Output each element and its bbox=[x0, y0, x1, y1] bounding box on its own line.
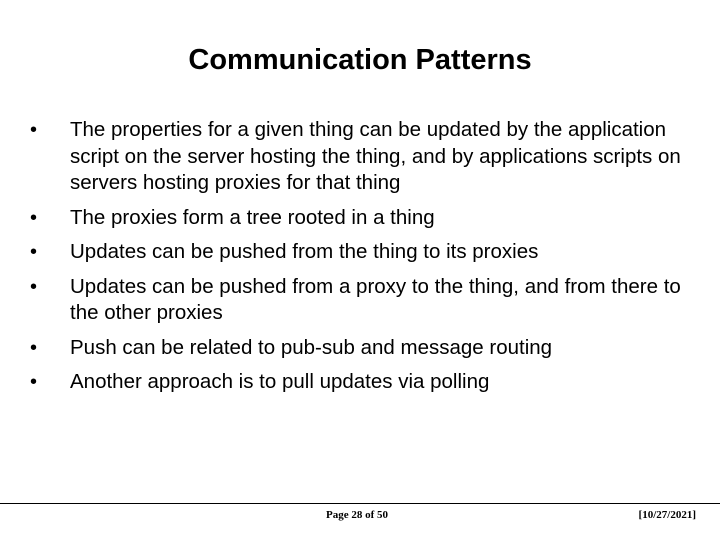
footer-divider bbox=[0, 503, 720, 504]
bullet-item bbox=[30, 205, 690, 232]
bullet-icon: • bbox=[30, 275, 38, 298]
footer-date: [10/27/2021] bbox=[638, 509, 696, 521]
bullet-icon: • bbox=[30, 371, 38, 393]
bullet-text: Updates can be pushed from a proxy to the thing, and from there to the other proxies bbox=[70, 274, 681, 324]
bullet-item bbox=[30, 117, 690, 197]
bullet-text: Another approach is to pull updates via polling bbox=[70, 370, 490, 393]
bullet-item bbox=[30, 369, 690, 396]
bullet-icon: • bbox=[30, 206, 38, 229]
bullet-text: The properties for a given thing can be updated by the application script on the server hosting the thing, and by applications scripts on servers hosting proxies for that thing bbox=[70, 118, 681, 194]
bullet-item bbox=[30, 335, 690, 362]
bullet-icon: • bbox=[30, 241, 38, 263]
bullet-text: The proxies form a tree rooted in a thing bbox=[70, 205, 435, 229]
bullet-icon: • bbox=[30, 119, 38, 141]
bullet-list bbox=[30, 117, 690, 404]
bullet-text: Updates can be pushed from the thing to its proxies bbox=[70, 240, 539, 263]
bullet-item bbox=[30, 239, 690, 266]
slide-title: Communication Patterns bbox=[188, 44, 532, 76]
bullet-icon: • bbox=[30, 336, 38, 359]
page-number: Page 28 of 50 bbox=[326, 509, 389, 521]
bullet-text: Push can be related to pub-sub and message routing bbox=[70, 335, 553, 359]
bullet-item bbox=[30, 274, 690, 327]
